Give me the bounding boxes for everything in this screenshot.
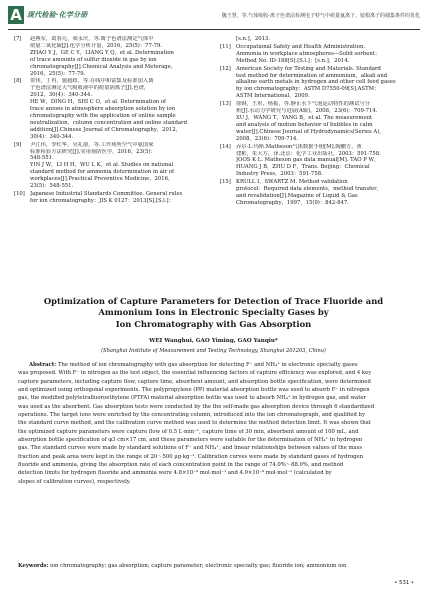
reference-line: of trace amounts of sulfur dioxide in gas by ion <box>30 56 157 63</box>
reference-line: chromatography with the application of online sample <box>30 112 176 119</box>
reference-number: [7] <box>14 36 22 42</box>
reference-line: 赵燕军，葛春元，梁永庆，等.离子色谱法测定气体中 <box>30 36 154 42</box>
reference-line: water[J].Chinese Journal of Hydrodynamics(Series A)， <box>236 128 385 135</box>
abstract-line: detection limits for hydrogen fluoride and ammonia were 4.8×10⁻⁹ mol·mol⁻¹ and 4.9×10⁻⁹ mol·mol⁻¹ (calculated by <box>18 470 332 477</box>
reference-number: [9] <box>14 141 22 148</box>
reference-number: [11] <box>220 43 231 50</box>
reference-line: 乔尔·L·玛斯.Matheson气体数据手册[M].陶鹏万，黄 <box>236 143 362 150</box>
reference-line: and revalidation[J].Magazine of Liquid & Gas <box>236 192 358 199</box>
reference-item <box>220 36 416 43</box>
abstract-line: Abstract: The method of ion chromatography with gas absorption for detecting F⁻ and NH₄⁺ in electronic specialty gases <box>29 362 358 368</box>
reference-line: 析[J].水动力学研究与进展(A辑)，2008，23(6)：709-714. <box>236 108 378 115</box>
reference-line: workplaces[J].Practical Preventive Medicine，2016， <box>30 176 174 183</box>
abstract-line: and optimized using orthogonal experiments. The polypropylene (PP) material absorption bottle was used to absorb F⁻ in nitrogen <box>18 387 370 394</box>
reference-item <box>220 66 416 101</box>
abstract-line: fluoride and ammonia, giving the absorption rate of each concentration point in the range of 74.0%～88.0%, and method <box>18 462 344 469</box>
reference-line: 徐钢，王彤，杨振，等.静止水下气泡运动特性的测试与分 <box>236 101 371 108</box>
reference-line: ZHAO Y J，GE C Y，LIANG Y Q，et al. Determination <box>30 49 174 56</box>
journal-logo: A <box>8 6 24 24</box>
reference-number: [10] <box>14 190 25 197</box>
reference-line: 2016，25(5)：77-79. <box>30 70 86 77</box>
reference-line: Japanese Industrial Standards Committee. General rules <box>30 190 183 197</box>
reference-line: Chromatography，1997，15(9)：842-847. <box>236 199 349 206</box>
reference-line: 贺伟，丁冉，施超政，等.在线中和富集及标准加入离 <box>30 78 154 85</box>
reference-item <box>14 191 206 205</box>
reference-line: 548-551. <box>30 155 54 162</box>
abstract-line: was proposed. With F⁻ in nitrogen as the test object, the essential influencing factors of capture efficiency was explored, and 4 key <box>18 370 372 377</box>
reference-line: 子色谱法测定大气吸收液中的痕量阴离子[J].色谱， <box>30 85 150 92</box>
reference-number: [15] <box>220 179 231 186</box>
keywords <box>18 563 413 569</box>
reference-line: trace anions in atmosphere absorption solution by ion <box>30 106 176 113</box>
abstract-line: was used as the absorbent. Gas absorption tests were conducted by the the self-made gas absorption device through 6 standardized <box>18 403 375 410</box>
abstract-line: fraction and peak area were kept in the range of 20～500 μg·kg⁻¹. Calibration curves were made by standard gases of hydrogen <box>18 453 364 460</box>
reference-line: chromatography[J].Chemical Analysis and Meterage， <box>30 63 177 70</box>
reference-line: ASTM International，2009. <box>236 93 310 100</box>
reference-line: Industry Press，2003：591-758. <box>236 171 323 178</box>
reference-line: 尹江伟，李红华，吴礼康，等.工作场所空气中氨国家 <box>30 141 154 148</box>
reference-number: [14] <box>220 143 231 150</box>
reference-item <box>220 101 416 142</box>
article-title <box>20 296 407 330</box>
journal-name: 现代检验·化学分册 <box>27 11 88 19</box>
reference-item <box>220 179 416 207</box>
reference-line: for ion chromatography：JIS K 0127：2013[S].[S.l.]： <box>30 197 174 204</box>
affiliation: (Shanghai Institute of Measurement and Testing Technology, Shanghai 201203, China) <box>101 348 326 354</box>
abstract-label: Abstract: <box>29 362 58 368</box>
abstract-line: slopes of calibration curves), respectively. <box>18 478 131 485</box>
reference-line: 2012，30(4)：340-344. <box>30 92 93 99</box>
reference-line: and analysis of motion behavior of bubbles in calm <box>236 121 373 128</box>
abstract-line: absorption bottle specification of φ3 cm×17 cm, and these parameters were suitable for the determination of NH₄⁺ in hydrogen <box>18 437 363 444</box>
reference-line: standard method for ammonia determination in air of <box>30 169 174 176</box>
reference-line: Occupational Safety and Health Administration. <box>236 43 366 50</box>
reference-item <box>220 144 416 179</box>
reference-line: alkaline earth metals in hydrogen and other cell feed gases <box>236 79 396 86</box>
abstract-line: the standard curve method, and the calibration curve method was used to determine the method detection limit. It was shown that <box>18 420 371 427</box>
references-right-column <box>220 36 416 208</box>
reference-number: [8] <box>14 78 22 85</box>
keywords-text: ion chromatography; gas absorption; capture parameter; electronic specialty gas; fluoride ion; ammonium ion <box>50 563 347 569</box>
reference-line: 建彬，朱大方，译.北京：化学工业出版社，2003：591-758. <box>236 150 381 157</box>
reference-line: HE W，DING H，SHI C O，et al. Determination of <box>30 99 167 106</box>
reference-line: by ion chromatography：ASTM D7550-09[S].ASTM： <box>236 86 380 93</box>
title-line: Ion Chromatography with Gas Absorption <box>115 318 312 329</box>
reference-line: JOOS K L. Matheson gas data manual[M]. TAO P W， <box>236 157 380 164</box>
reference-line: XU J，WANG T，YANG B，et al. The measurement <box>236 114 373 121</box>
abstract-line: gas. The standard curves were made by standard solutions of F⁻ and NH₄⁺, and linear relationships between values of the mass <box>18 445 363 452</box>
running-title: 魏王慧，等.气体吸收-离子色谱法检测电子特气中痕量氟离子、铵根离子的捕集条件的优化 <box>221 13 420 19</box>
reference-line: 30(4)：340-344. <box>30 133 74 140</box>
title-line: Optimization of Capture Parameters for Detection of Trace Fluoride and <box>43 296 384 306</box>
reference-line: 23(5)：548-551. <box>30 183 74 190</box>
reference-item <box>14 36 206 77</box>
reference-line: YIN J W，LI H H，WU L K，et al. Studies on national <box>30 162 174 169</box>
reference-number: [12] <box>220 65 231 72</box>
reference-line: protocol：Required data elements，method transfer， <box>236 186 382 193</box>
abstract-line: gas, the modified polytetrafluoroethylene (PTFA) material absorption bottle was used to absorb NH₄⁺ in hydrogen gas, and water <box>18 395 366 402</box>
reference-line: 标准检验方法研究[J].实用预防医学，2016，23(5)： <box>30 148 156 155</box>
header-divider <box>8 29 420 30</box>
reference-line: Ammonia in workplace atmospheres—Solid sorbent： <box>236 50 381 57</box>
reference-line: 痕量二氧化硫[J].化学分析计量，2016，25(5)：77-79. <box>30 42 163 49</box>
reference-line: Method No. ID-188[S].[S.l.]：[s.n.]，2014. <box>236 57 350 64</box>
page-number: • 531 • <box>394 580 414 586</box>
reference-item <box>14 78 206 140</box>
reference-line: American Society for Testing and Materials. Standard <box>236 65 381 72</box>
references-left-column <box>14 36 206 206</box>
abstract <box>18 361 413 486</box>
reference-line: HUANG J B，ZHU D F，Trans. Beijing：Chemical <box>236 164 370 171</box>
keywords-label: Keywords: <box>18 563 49 569</box>
reference-item <box>220 44 416 65</box>
reference-line: KRULL I，SWARTZ M. Method validation <box>236 179 348 186</box>
authors: WEI Wanghui, GAO Yiming, GAO Yanqiu* <box>149 338 278 344</box>
reference-line: test method for determination of ammonium，alkali and <box>236 72 388 79</box>
reference-number: [13] <box>220 101 231 108</box>
reference-line: [s.n.]，2013. <box>236 36 271 42</box>
reference-line: 2008，23(6)：709-714. <box>236 135 299 142</box>
abstract-line: capture parameters, including capture flow, capture time, absorbent amount, and absorption bottle specification, were determined <box>18 378 371 385</box>
reference-line: addition[J].Chinese Journal of Chromatography，2012， <box>30 126 181 133</box>
page-header <box>8 6 420 28</box>
abstract-line: operations. The target ions were enriched by the concentrating column, introduced into the ion chromatograph, and qualified by <box>18 412 365 419</box>
reference-item <box>14 142 206 190</box>
reference-line: neutralization，column concentration and online standard <box>30 119 187 126</box>
title-line: Ammonium Ions in Electronic Specialty Gases by <box>98 307 329 318</box>
abstract-line: the optimized capture parameters were capture flow of 0.5 L·min⁻¹, capture time of 30 min, absorbent amount of 100 mL, and <box>18 428 359 435</box>
